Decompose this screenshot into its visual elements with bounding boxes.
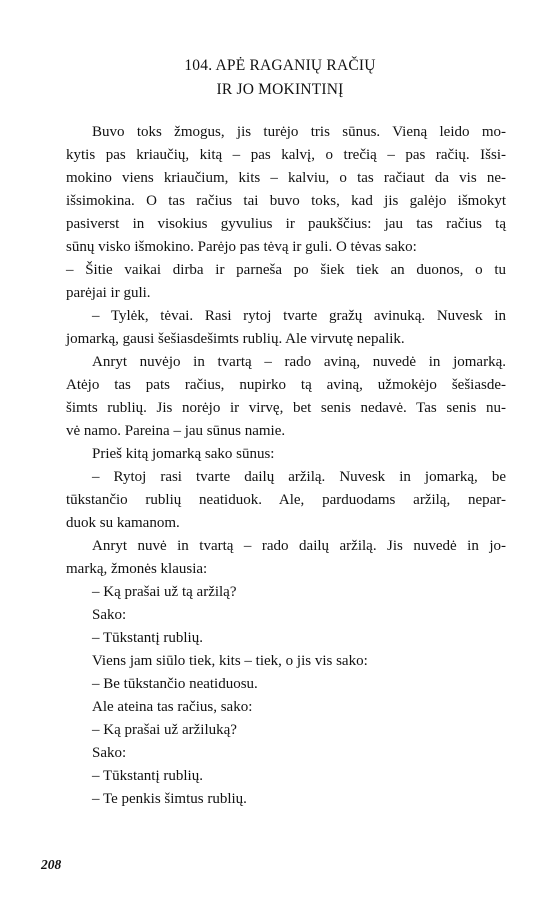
text-line: Viens jam siūlo tiek, kits – tiek, o jis vis sako: — [92, 653, 368, 669]
page-number: 208 — [41, 857, 62, 872]
text-line: Sako: — [92, 607, 127, 623]
text-line: pasiverst in visokius gyvulius ir paukščius: jau tas račius tą — [66, 216, 506, 232]
paragraph — [66, 627, 506, 650]
paragraph — [66, 788, 506, 811]
text-line: išsimokina. O tas račius tai buvo toks, kad jis galėjo išmokyt — [66, 193, 506, 209]
text-line: duok su kamanom. — [66, 515, 180, 531]
text-line: – Be tūkstančio neatiduosu. — [92, 676, 258, 692]
text-line: – Ką prašai už tą aržilą? — [92, 584, 237, 600]
body-text — [66, 121, 506, 811]
text-line: marką, žmonės klausia: — [66, 561, 208, 577]
chapter-title-line-1: 104. APĖ RAGANIŲ RAČIŲ — [184, 57, 376, 74]
text-line: vė namo. Pareina – jau sūnus namie. — [66, 423, 286, 439]
chapter-title-line-2: IR JO MOKINTINĮ — [216, 81, 344, 98]
paragraph — [66, 650, 506, 673]
text-line: – Tylėk, tėvai. Rasi rytoj tvarte gražų avinuką. Nuvesk in — [92, 308, 506, 324]
paragraph — [66, 765, 506, 788]
text-line: – Tūkstantį rublių. — [92, 768, 203, 784]
paragraph — [66, 351, 506, 443]
text-line: – Tūkstantį rublių. — [92, 630, 203, 646]
paragraph — [66, 604, 506, 627]
paragraph — [66, 121, 506, 259]
text-line: Buvo toks žmogus, jis turėjo tris sūnus. Vieną leido mo- — [92, 124, 506, 140]
text-line: Anryt nuvėjo in tvartą – rado aviną, nuvedė in jomarką. — [92, 354, 506, 370]
text-line: mokino viens kriaučium, kits – kalviu, o tas račiaut da vis ne- — [66, 170, 506, 186]
paragraph — [66, 581, 506, 604]
paragraph — [66, 259, 506, 305]
text-line: šimts rublių. Jis norėjo ir virvę, bet senis nedavė. Tas senis nu- — [66, 400, 506, 416]
text-line: kytis pas kriaučių, kitą – pas kalvį, o trečią – pas račių. Išsi- — [66, 147, 506, 163]
text-line: – Te penkis šimtus rublių. — [92, 791, 247, 807]
text-line: sūnų visko išmokino. Parėjo pas tėvą ir guli. O tėvas sako: — [66, 239, 417, 255]
text-line: Anryt nuvė in tvartą – rado dailų aržilą. Jis nuvedė in jo- — [92, 538, 506, 554]
paragraph — [66, 535, 506, 581]
text-line: Sako: — [92, 745, 127, 761]
text-line: – Šitie vaikai dirba ir parneša po šiek tiek an duonos, o tu — [66, 262, 506, 278]
text-line: – Ką prašai už aržiluką? — [92, 722, 237, 738]
paragraph — [66, 673, 506, 696]
paragraph — [66, 443, 506, 466]
chapter-title — [60, 54, 500, 102]
paragraph — [66, 466, 506, 535]
paragraph — [66, 742, 506, 765]
text-line: Prieš kitą jomarką sako sūnus: — [92, 446, 275, 462]
paragraph — [66, 719, 506, 742]
text-line: – Rytoj rasi tvarte dailų aržilą. Nuvesk in jomarką, be — [92, 469, 506, 485]
text-line: tūkstančio rublių neatiduok. Ale, parduodams aržilą, nepar- — [66, 492, 506, 508]
text-line: Atėjo tas pats račius, nupirko tą aviną, užmokėjo šešiasde- — [66, 377, 506, 393]
paragraph — [66, 305, 506, 351]
text-line: Ale ateina tas račius, sako: — [92, 699, 253, 715]
text-line: jomarką, gausi šešiasdešimts rublių. Ale virvutę nepalik. — [66, 331, 405, 347]
paragraph — [66, 696, 506, 719]
text-line: parėjai ir guli. — [66, 285, 151, 301]
